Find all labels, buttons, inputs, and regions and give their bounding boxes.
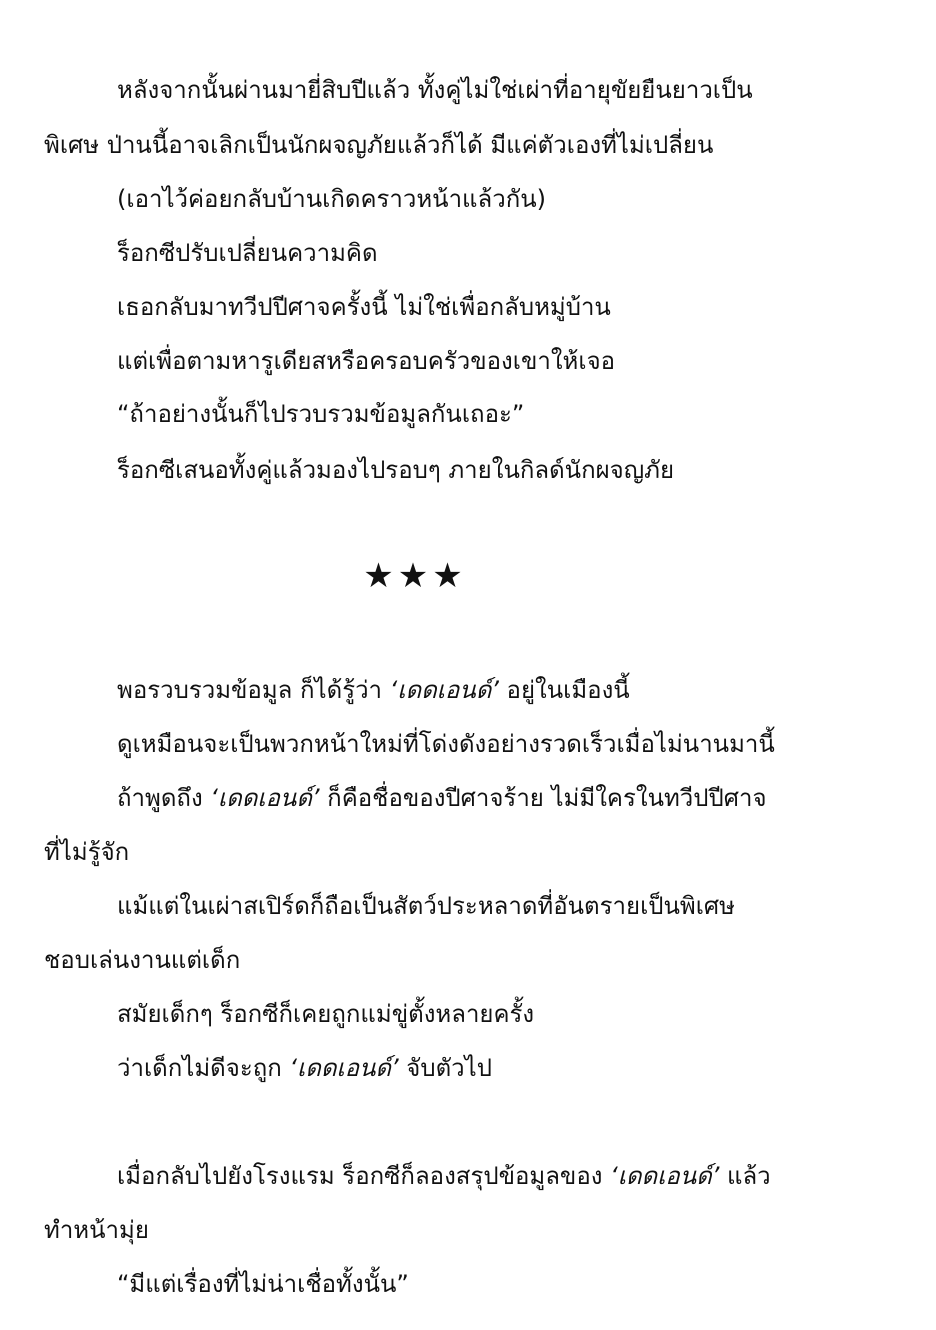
paragraph-line: ชอบเล่นงานแต่เด็ก bbox=[44, 946, 241, 974]
text-run: ก็คือชื่อของปีศาจร้าย ไม่มีใครในทวีปปีศาจ bbox=[319, 784, 767, 812]
paragraph-line: แต่เพื่อตามหารูเดียสหรือครอบครัวของเขาให้เจอ bbox=[117, 347, 616, 375]
paragraph-line bbox=[117, 670, 630, 710]
paragraph-line: (เอาไว้ค่อยกลับบ้านเกิดคราวหน้าแล้วกัน) bbox=[117, 185, 546, 213]
paragraph-line: ร็อกซีปรับเปลี่ยนความคิด bbox=[117, 239, 378, 267]
text-run: ถ้าพูดถึง bbox=[117, 784, 211, 812]
paragraph-line bbox=[117, 1156, 771, 1196]
emphasis-name: ‘เดดเอนด์’ bbox=[389, 676, 499, 704]
text-run: อยู่ในเมืองนี้ bbox=[498, 676, 630, 704]
paragraph-line bbox=[117, 778, 767, 818]
paragraph-line: หลังจากนั้นผ่านมายี่สิบปีแล้ว ทั้งคู่ไม่ใช่เผ่าที่อายุขัยยืนยาวเป็น bbox=[117, 76, 753, 104]
section-separator: ★★★ bbox=[363, 556, 467, 596]
text-run: แล้ว bbox=[719, 1162, 771, 1190]
emphasis-name: ‘เดดเอนด์’ bbox=[210, 784, 320, 812]
paragraph-line: แม้แต่ในเผ่าสเปิร์ดก็ถือเป็นสัตว์ประหลาดที่อันตรายเป็นพิเศษ bbox=[117, 892, 735, 920]
paragraph-line: ที่ไม่รู้จัก bbox=[44, 838, 130, 866]
text-run: เมื่อกลับไปยังโรงแรม ร็อกซีก็ลองสรุปข้อมูลของ bbox=[117, 1162, 611, 1190]
paragraph-line: ร็อกซีเสนอทั้งคู่แล้วมองไปรอบๆ ภายในกิลด์นักผจญภัย bbox=[117, 456, 675, 484]
paragraph-line bbox=[117, 1048, 492, 1088]
paragraph-line: เธอกลับมาทวีปปีศาจครั้งนี้ ไม่ใช่เพื่อกลับหมู่บ้าน bbox=[117, 293, 611, 321]
paragraph-line: พิเศษ ป่านนี้อาจเลิกเป็นนักผจญภัยแล้วก็ได้ มีแค่ตัวเองที่ไม่เปลี่ยน bbox=[44, 131, 714, 159]
text-run: ว่าเด็กไม่ดีจะถูก bbox=[117, 1054, 290, 1082]
dialogue-line: “มีแต่เรื่องที่ไม่น่าเชื่อทั้งนั้น” bbox=[117, 1270, 409, 1298]
emphasis-name: ‘เดดเอนด์’ bbox=[610, 1162, 720, 1190]
paragraph-line: ดูเหมือนจะเป็นพวกหน้าใหม่ที่โด่งดังอย่างรวดเร็วเมื่อไม่นานมานี้ bbox=[117, 730, 775, 758]
dialogue-line: “ถ้าอย่างนั้นก็ไปรวบรวมข้อมูลกันเถอะ” bbox=[117, 400, 525, 428]
paragraph-line: ทำหน้ามุ่ย bbox=[44, 1216, 149, 1244]
text-run: จับตัวไป bbox=[398, 1054, 492, 1082]
paragraph-line: สมัยเด็กๆ ร็อกซีก็เคยถูกแม่ขู่ตั้งหลายครั้ง bbox=[117, 1000, 535, 1028]
emphasis-name: ‘เดดเอนด์’ bbox=[289, 1054, 399, 1082]
text-run: พอรวบรวมข้อมูล ก็ได้รู้ว่า bbox=[117, 676, 390, 704]
